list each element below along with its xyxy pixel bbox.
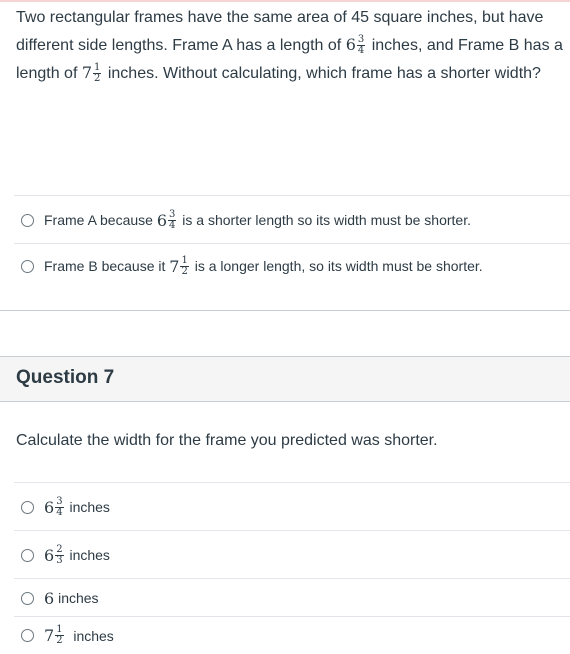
answer-option-1[interactable] [14,482,570,531]
question-title: Question 7 [16,367,115,388]
whole-number: 6 [44,588,55,608]
answer-text: inches [65,547,110,563]
answer-text: inches [65,627,114,644]
answer-label [44,256,483,277]
answer-text: inches [65,499,110,515]
fraction [168,210,176,231]
question-7-header [0,356,570,402]
radio-button[interactable] [21,549,34,562]
fraction-numerator: 1 [181,254,188,266]
mixed-number-whole: 6 [345,35,356,54]
answer-option-frame-b[interactable] [14,243,570,288]
fraction-denominator: 4 [56,506,63,518]
top-rule [0,0,570,2]
radio-button[interactable] [21,629,34,642]
answer-label [44,210,471,231]
radio-button[interactable] [21,260,34,273]
question-text-part: inches. Without calculating, which frame has a shorter width? [103,65,541,82]
fraction-denominator: 2 [94,73,101,85]
answer-option-2[interactable] [14,530,570,579]
question-text-part: inches, and Frame B has a length of [16,37,563,82]
radio-button[interactable] [21,501,34,514]
question-6-text [16,4,566,87]
fraction [55,497,63,518]
mixed-number-whole: 7 [81,63,93,82]
fraction-numerator: 2 [56,543,63,555]
mixed-number-whole: 6 [156,210,168,230]
answer-option-frame-a[interactable] [14,195,570,244]
fraction-denominator: 4 [357,45,365,57]
fraction-numerator: 1 [56,624,63,635]
mixed-number-whole: 6 [44,497,55,517]
question-text-part: Two rectangular frames have the same area of 45 square inches, but have different side lengths. Frame A has a length of [16,9,544,54]
answer-text: is a longer length, so its width must be shorter. [190,258,483,274]
fraction [55,545,63,566]
mixed-number-whole: 7 [44,626,55,645]
radio-button[interactable] [21,592,34,605]
mixed-number-whole: 7 [169,256,180,276]
answer-text: inches [54,590,99,606]
fraction [93,63,101,84]
answer-option-3[interactable] [14,578,570,617]
answer-label [44,625,114,646]
fraction-denominator: 2 [181,265,188,277]
answer-label [44,589,99,608]
fraction [55,625,63,646]
fraction-numerator: 3 [357,34,365,46]
fraction-numerator: 1 [94,62,101,74]
question-separator [0,310,570,311]
answer-label [44,545,110,566]
answer-label [44,497,110,518]
fraction-numerator: 3 [56,495,63,507]
fraction [357,35,365,56]
answer-text: Frame B because it [44,258,170,274]
fraction-denominator: 2 [56,635,63,646]
answer-text: Frame A because [44,212,157,228]
answer-option-4[interactable] [14,616,570,654]
radio-button[interactable] [21,214,34,227]
question-7-text: Calculate the width for the frame you predicted was shorter. [16,432,438,449]
fraction-denominator: 4 [169,219,176,231]
mixed-number-whole: 6 [44,545,55,565]
fraction-denominator: 3 [56,554,63,566]
answer-text: is a shorter length so its width must be shorter. [178,212,471,228]
fraction [180,256,188,277]
fraction-numerator: 3 [169,208,176,220]
